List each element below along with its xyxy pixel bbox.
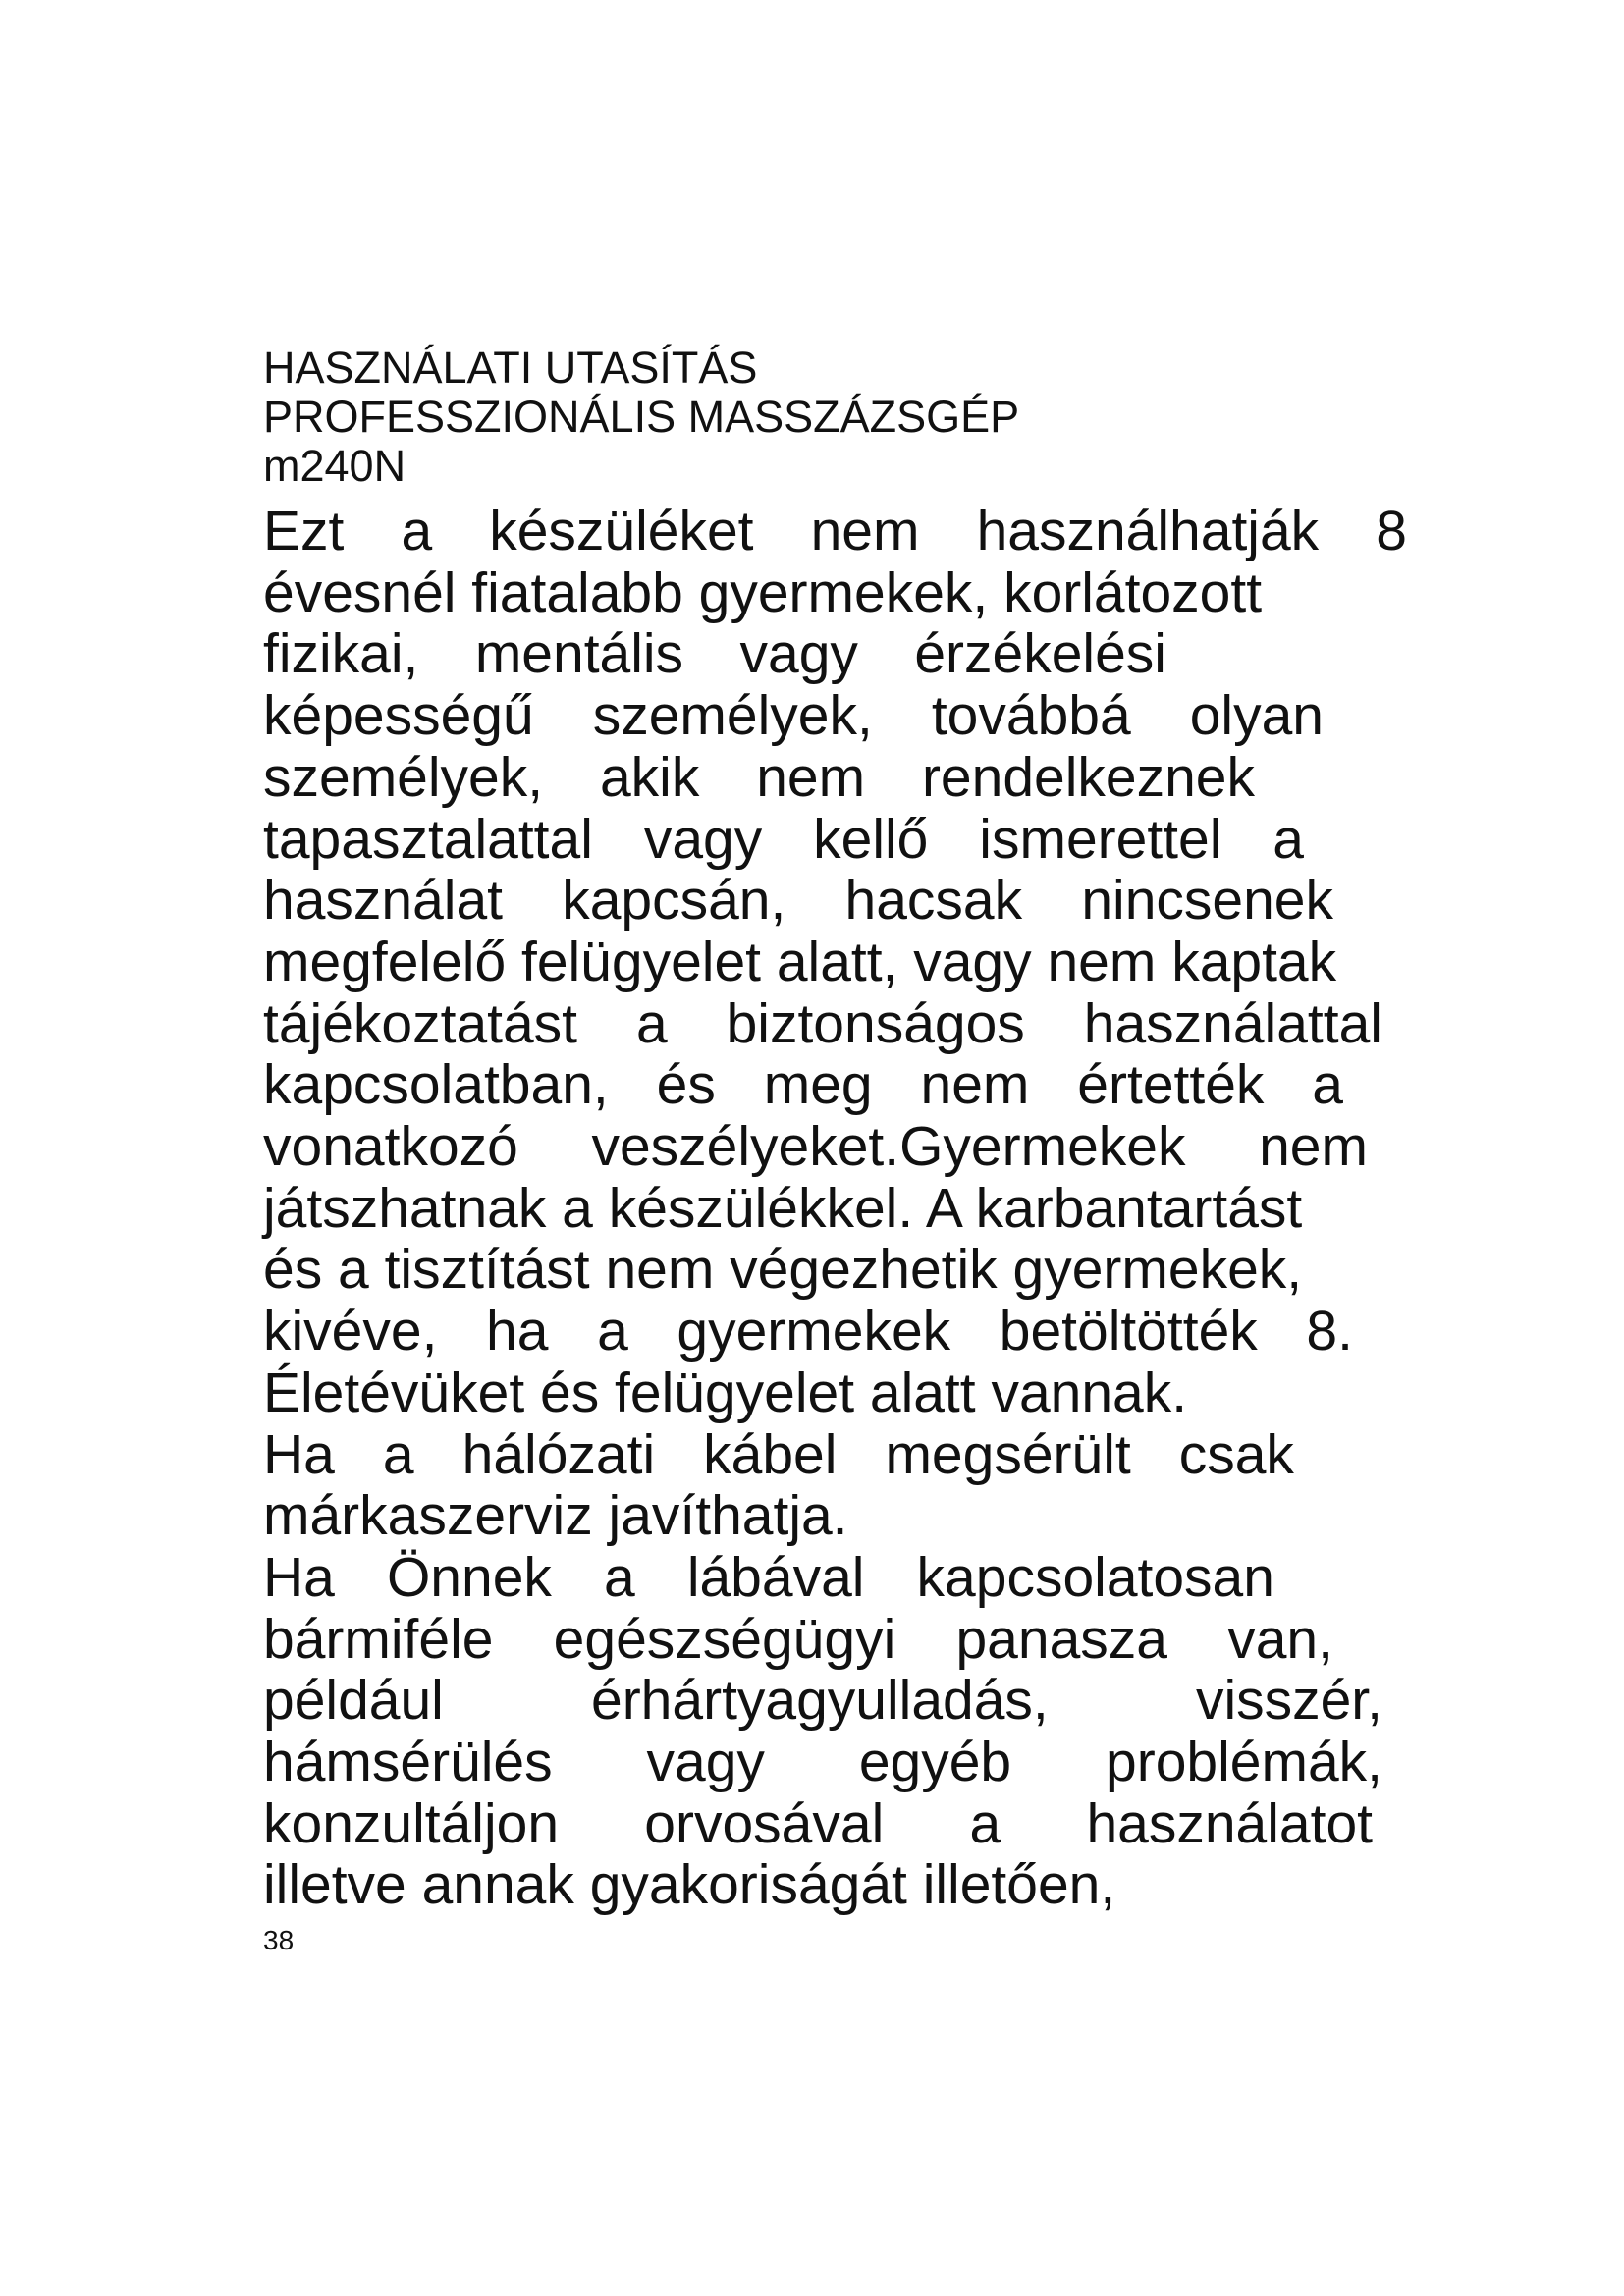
text-line: márkaszerviz javíthatja. [263,1484,848,1548]
text-line: illetve annak gyakoriságát illetően, [263,1853,1116,1917]
text-line: például érhártyagyulladás, visszér, [263,1669,1382,1733]
document-page [263,344,1422,1957]
text-line: és a tisztítást nem végezhetik gyermekek, [263,1238,1303,1302]
text-line: Ha Önnek a lábával kapcsolatosan [263,1545,1274,1609]
text-line: Ha a hálózati kábel megsérült csak [263,1422,1294,1486]
safety-text [263,501,1422,1916]
text-line: megfelelő felügyelet alatt, vagy nem kaptak [263,930,1337,993]
model-number: m240N [263,441,406,491]
text-line: kivéve, ha a gyermekek betöltötték 8. [263,1300,1353,1363]
text-line: kapcsolatban, és meg nem értették a [263,1053,1343,1117]
text-line: Életévüket és felügyelet alatt vannak. [263,1361,1188,1424]
text-line: bármiféle egészségügyi panasza van, [263,1607,1333,1671]
manual-title: HASZNÁLATI UTASÍTÁS [263,343,758,393]
text-line: hámsérülés vagy egyéb problémák, [263,1731,1382,1794]
text-line: konzultáljon orvosával a használatot [263,1791,1373,1855]
page-number: 38 [263,1925,295,1956]
product-name: PROFESSZIONÁLIS MASSZÁZSGÉP [263,392,1020,442]
text-line: használat kapcsán, hacsak nincsenek [263,869,1333,933]
text-line: tapasztalattal vagy kellő ismerettel a [263,807,1304,871]
text-line: játszhatnak a készülékkel. A karbantartást [263,1176,1303,1240]
text-line: tájékoztatást a biztonságos használattal [263,991,1382,1055]
text-line: képességű személyek, továbbá olyan [263,684,1324,748]
text-line: évesnél fiatalabb gyermekek, korlátozott [263,561,1263,624]
text-line: személyek, akik nem rendelkeznek [263,745,1255,809]
text-line: fizikai, mentális vagy érzékelési [263,622,1166,686]
text-line: vonatkozó veszélyeket.Gyermekek nem [263,1115,1368,1179]
text-line: Ezt a készüléket nem használhatják 8 [263,500,1407,562]
